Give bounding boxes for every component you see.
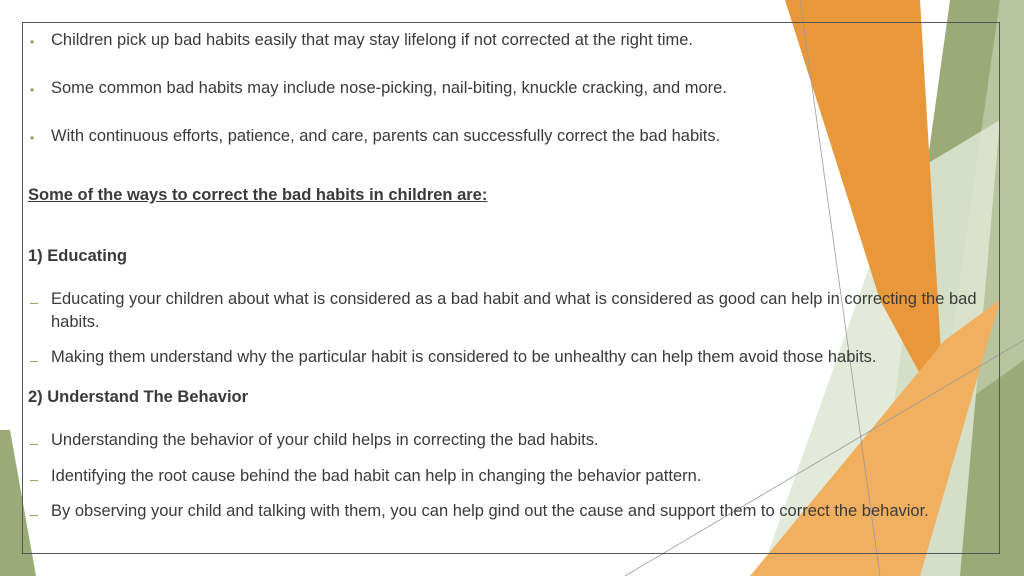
section-1-title: 1) Educating	[28, 247, 128, 265]
intro-point-2: Some common bad habits may include nose-picking, nail-biting, knuckle cracking, and more.	[51, 79, 727, 97]
bullet-dot-icon: •	[30, 83, 35, 97]
dash-bullet-icon: _	[30, 500, 38, 516]
intro-point-1: Children pick up bad habits easily that may stay lifelong if not corrected at the right time.	[51, 31, 693, 49]
intro-point-3: With continuous efforts, patience, and care, parents can successfully correct the bad habits.	[51, 127, 721, 145]
dash-bullet-icon: _	[30, 429, 38, 445]
dash-bullet-icon: _	[30, 465, 38, 481]
section-1-point-2: Making them understand why the particular habit is considered to be unhealthy can help them avoid those habits.	[51, 348, 877, 366]
bullet-dot-icon: •	[30, 131, 35, 145]
section-2-point-3: By observing your child and talking with them, you can help gind out the cause and support them to correct the behavior.	[51, 502, 929, 520]
content-box	[22, 22, 1000, 554]
dash-bullet-icon: _	[30, 346, 38, 362]
section-2-point-2: Identifying the root cause behind the bad habit can help in changing the behavior pattern.	[51, 467, 702, 485]
bullet-dot-icon: •	[30, 35, 35, 49]
section-2-point-1: Understanding the behavior of your child helps in correcting the bad habits.	[51, 431, 599, 449]
dash-bullet-icon: _	[30, 288, 38, 304]
section-1-point-1: Educating your children about what is considered as a bad habit and what is considered as good can help in correcting the bad habits.	[51, 290, 977, 331]
section-2-title: 2) Understand The Behavior	[28, 388, 249, 406]
ways-heading: Some of the ways to correct the bad habits in children are:	[28, 186, 488, 204]
